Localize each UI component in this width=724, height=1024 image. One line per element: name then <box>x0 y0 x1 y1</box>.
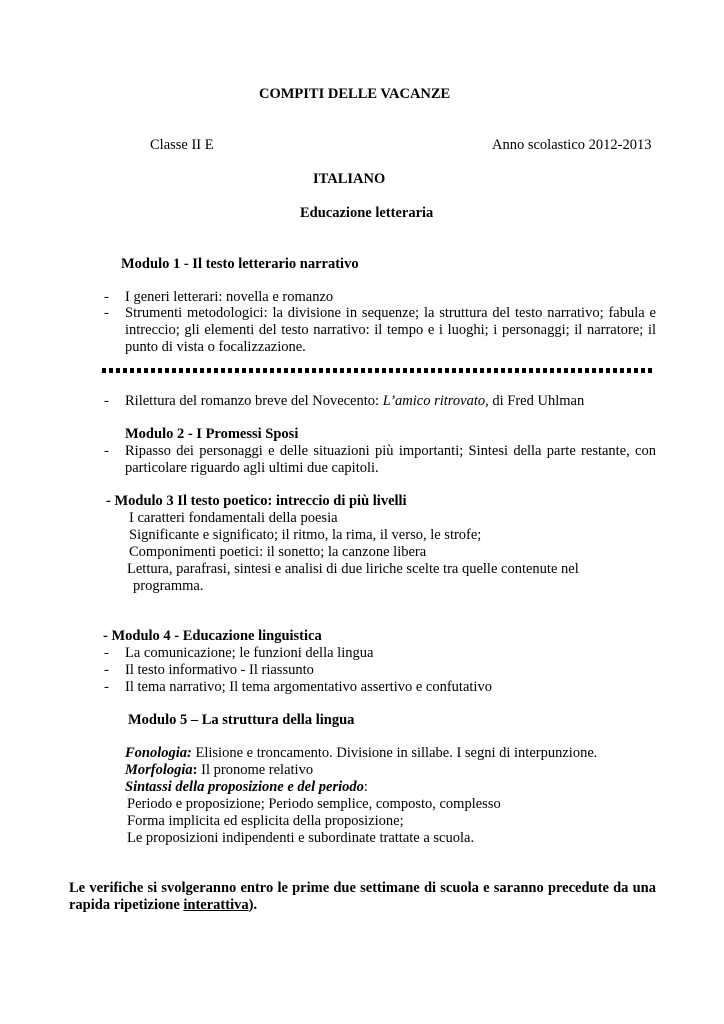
class-label: Classe II E <box>150 137 214 153</box>
subject-heading: ITALIANO <box>313 171 386 187</box>
sintassi-line <box>125 779 368 796</box>
verification-note <box>69 880 656 914</box>
module-3-line-5: programma. <box>133 578 204 594</box>
module-1-item-3 <box>125 393 584 410</box>
module-2-title: Modulo 2 - I Promessi Sposi <box>125 426 299 442</box>
module-3-line-3: Componimenti poetici: il sonetto; la canzone libera <box>129 544 427 560</box>
book-title: L’amico ritrovato <box>382 393 486 409</box>
module-5-title: Modulo 5 – La struttura della lingua <box>128 712 355 728</box>
item-3-prefix: Rilettura del romanzo breve del Novecento: <box>125 393 383 409</box>
module-5-line-3: Le proposizioni indipendenti e subordinate trattate a scuola. <box>127 830 475 846</box>
module-4-item-1: La comunicazione; le funzioni della lingua <box>125 645 374 661</box>
sintassi-colon: : <box>363 779 368 795</box>
bullet-dash: - <box>104 645 109 661</box>
morfologia-line <box>125 762 313 779</box>
module-1-item-2: Strumenti metodologici: la divisione in sequenze; la struttura del testo narrativo; fabula e intreccio; gli elementi del testo narrativo: il tempo e i luoghi; i personaggi; il narratore; il punto di vista o focalizzazione. <box>125 305 656 355</box>
module-3-line-4: Lettura, parafrasi, sintesi e analisi di due liriche scelte tra quelle contenute nel <box>127 561 579 577</box>
morfologia-colon: : <box>192 762 198 778</box>
module-3-line-1: I caratteri fondamentali della poesia <box>129 510 338 526</box>
bullet-dash: - <box>104 393 109 409</box>
module-4-item-3: Il tema narrativo; Il tema argomentativo assertivo e confutativo <box>125 679 492 695</box>
fonologia-text: Elisione e troncamento. Divisione in sillabe. I segni di interpunzione. <box>191 745 598 761</box>
module-3-line-2: Significante e significato; il ritmo, la rima, il verso, le strofe; <box>129 527 482 543</box>
note-end: ). <box>248 897 258 913</box>
section-heading: Educazione letteraria <box>300 205 434 221</box>
morfologia-text: Il pronome relativo <box>197 762 314 778</box>
dotted-separator <box>102 368 654 373</box>
module-5-line-2: Forma implicita ed esplicita della proposizione; <box>127 813 404 829</box>
bullet-dash: - <box>104 443 109 459</box>
school-year: Anno scolastico 2012-2013 <box>492 137 652 153</box>
bullet-dash: - <box>104 662 109 678</box>
module-1-title: Modulo 1 - Il testo letterario narrativo <box>121 256 359 272</box>
module-1-item-1: I generi letterari: novella e romanzo <box>125 289 334 305</box>
module-4-title: - Modulo 4 - Educazione linguistica <box>103 628 322 644</box>
item-3-suffix: , di Fred Uhlman <box>485 393 585 409</box>
module-2-item-1: Ripasso dei personaggi e delle situazioni più importanti; Sintesi della parte restante, con particolare riguardo agli ultimi due capitoli. <box>125 443 656 476</box>
fonologia-label: Fonologia: <box>125 745 192 761</box>
bullet-dash: - <box>104 289 109 305</box>
module-4-item-2: Il testo informativo - Il riassunto <box>125 662 314 678</box>
sintassi-label: Sintassi della proposizione e del periodo <box>125 779 364 795</box>
bullet-dash: - <box>104 679 109 695</box>
document-title: COMPITI DELLE VACANZE <box>259 86 451 102</box>
fonologia-line <box>125 745 597 762</box>
note-text: Le verifiche si svolgeranno entro le prime due settimane di scuola e saranno precedute da una rapida ripetizione <box>69 880 656 913</box>
morfologia-label: Morfologia <box>125 762 193 778</box>
module-5-line-1: Periodo e proposizione; Periodo semplice, composto, complesso <box>127 796 501 812</box>
note-underlined: interattiva <box>183 897 249 913</box>
bullet-dash: - <box>104 305 109 321</box>
module-3-title: - Modulo 3 Il testo poetico: intreccio di più livelli <box>106 493 407 509</box>
